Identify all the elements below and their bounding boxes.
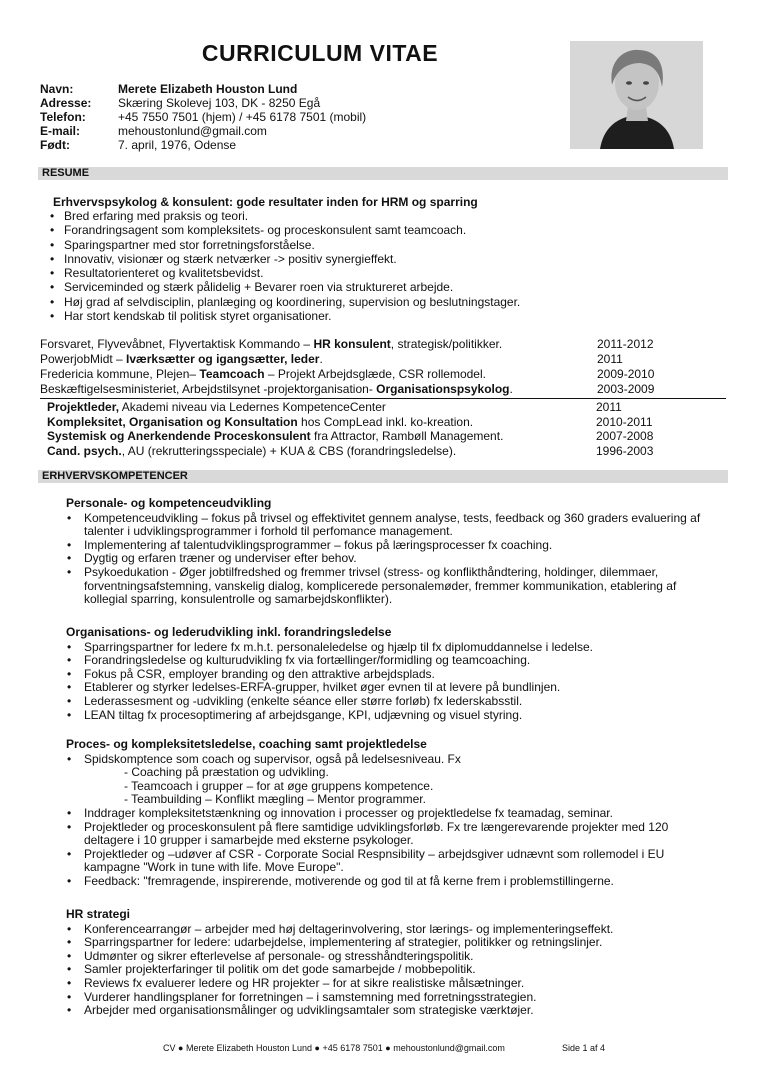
personal-value: Merete Elizabeth Houston Lund — [118, 82, 298, 96]
section-heading-resume: RESUME — [38, 167, 728, 180]
subsection-title: Personale- og kompetenceudvikling — [66, 496, 272, 510]
experience-detail: – Projekt Arbejdsglæde, CSR rollemodel. — [264, 367, 486, 381]
personal-label: Adresse: — [40, 96, 92, 110]
education-row — [47, 415, 653, 430]
experience-row — [40, 337, 654, 352]
experience-org: Fredericia kommune, Plejen– — [40, 367, 200, 381]
experience-years: 2003-2009 — [597, 382, 655, 396]
list-item: • Serviceminded og stærk pålidelig + Bevarer roen via struktureret arbejde. — [48, 280, 708, 294]
personal-value: 7. april, 1976, Odense — [118, 138, 237, 152]
education-years: 1996-2003 — [596, 443, 654, 458]
list-item: • Forandringsagent som kompleksitets- og proceskonsulent samt teamcoach. — [48, 223, 708, 237]
education-row — [47, 429, 653, 444]
list-item — [66, 753, 716, 807]
page-number: Side 1 af 4 — [561, 1043, 605, 1053]
experience-detail: . — [319, 352, 323, 366]
bullet-list — [66, 512, 716, 607]
experience-years: 2011 — [597, 352, 623, 366]
document-title: CURRICULUM VITAE — [201, 40, 439, 66]
list-item: • Samler projekterfaringer til politik om det gode samarbejde / mobbepolitik. — [66, 963, 716, 977]
list-item: • Projektleder og proceskonsulent på flere samtidige udviklingsforløb. Fx tre længerevarende projekter med 120 deltagere i 10 grupper i samarbejde med eksterne psykologer. — [66, 821, 716, 848]
education-detail: Akademi niveau via Ledernes KompetenceCenter — [119, 400, 386, 414]
personal-row-email — [40, 124, 366, 138]
list-item-text: • Spidskomptence som coach og supervisor, også på ledelsesniveau. Fx — [84, 751, 461, 766]
list-item: • Bred erfaring med praksis og teori. — [48, 209, 708, 223]
education-detail: hos CompLead inkl. ko-kreation. — [297, 414, 474, 429]
education-detail: fra Attractor, Rambøll Management. — [310, 429, 504, 443]
list-item: • Vurderer handlingsplaner for forretningen – i samstemning med forretningsstrategien. — [66, 991, 716, 1005]
list-item: • Etablerer og styrker ledelses-ERFA-grupper, hvilket øger evnen til at levere på bundlinjen. — [66, 681, 716, 695]
list-item: • Forandringsledelse og kulturudvikling fx via fortællinger/formidling og teamcoaching. — [66, 654, 716, 668]
education-title: Systemisk og Anerkendende Proceskonsulent — [47, 429, 311, 443]
personal-label: Navn: — [40, 82, 74, 96]
subsection-title: HR strategi — [66, 907, 131, 921]
bullet-list — [66, 753, 716, 889]
experience-detail: , strategisk/politikker. — [390, 337, 503, 351]
summary-bullet-list — [48, 209, 708, 323]
list-item: • Dygtig og erfaren træner og underviser efter behov. — [66, 552, 716, 566]
education-row — [47, 400, 653, 415]
list-item: • Konferencearrangør – arbejder med høj deltagerinvolvering, stor lærings- og implementeringseffekt. — [66, 923, 716, 937]
experience-org: Forsvaret, Flyvevåbnet, Flyvertaktisk Kommando – — [40, 337, 314, 351]
divider — [40, 398, 726, 399]
experience-row — [40, 382, 654, 397]
experience-row — [40, 352, 654, 367]
list-item: • Sparringspartner for ledere: udarbejdelse, implementering af strategier, politikker og retningslinjer. — [66, 936, 716, 950]
list-item: • Arbejder med organisationsmålinger og udviklingsamtaler som strategiske værktøjer. — [66, 1004, 716, 1018]
list-item: • Høj grad af selvdisciplin, planlæging og koordinering, supervision og beslutningstager. — [48, 295, 708, 309]
personal-row-born — [40, 138, 366, 152]
list-item: • LEAN tiltag fx procesoptimering af arbejdsgange, KPI, udjævning og visuel styring. — [66, 709, 716, 723]
experience-years: 2009-2010 — [597, 367, 655, 381]
personal-label: E-mail: — [40, 124, 81, 138]
education-years: 2011 — [596, 400, 622, 414]
list-item: • Kompetenceudvikling – fokus på trivsel og effektivitet gennem analyse, tests, feedback og 360 graders evaluering af talenter i udviklingsprogrammer i forhold til perfomance management. — [66, 512, 716, 539]
list-item: • Projektleder og –udøver af CSR - Corporate Social Respnsibility – arbejdsgiver udnævnt som rollemodel i EU kampagne "Work in tune with life. Move Europe". — [66, 848, 716, 875]
education-years: 2007-2008 — [596, 429, 654, 443]
personal-info — [40, 82, 366, 152]
list-item: • Udmønter og sikrer efterlevelse af personale- og stresshåndteringspolitik. — [66, 950, 716, 964]
personal-value: mehoustonlund@gmail.com — [118, 124, 267, 138]
summary-title: Erhvervspsykolog & konsulent: gode resultater inden for HRM og sparring — [53, 195, 478, 209]
experience-role: Organisationspsykolog — [376, 382, 510, 396]
personal-row-address — [40, 96, 366, 110]
experience-org: Beskæftigelsesministeriet, Arbejdstilsynet -projektorganisation- — [40, 382, 377, 396]
list-item: • Feedback: "fremragende, inspirerende, motiverende og god til at få kerne frem i problemstillingerne. — [66, 875, 716, 889]
education-title: Projektleder, — [47, 400, 120, 414]
experience-role: Iværksætter og igangsætter, leder — [126, 352, 320, 366]
competence-section-personnel — [66, 497, 716, 607]
list-item: • Sparringspartner for ledere fx m.h.t. personaleledelse og hjælp til fx diplomuddannelse i ledelse. — [66, 641, 716, 655]
experience-list — [40, 337, 654, 397]
experience-role: Teamcoach — [199, 367, 265, 381]
personal-row-phone — [40, 110, 366, 124]
education-list — [47, 400, 653, 458]
subsection-title: Organisations- og lederudvikling inkl. forandringsledelse — [66, 625, 392, 639]
education-row — [47, 444, 653, 459]
personal-value: Skæring Skolevej 103, DK - 8250 Egå — [118, 96, 321, 110]
bullet-list — [66, 923, 716, 1018]
list-item: • Har stort kendskab til politisk styret organisationer. — [48, 309, 708, 323]
list-item: • Resultatorienteret og kvalitetsbevidst. — [48, 266, 708, 280]
section-heading-competences: ERHVERVSKOMPETENCER — [38, 470, 728, 483]
personal-label: Telefon: — [40, 110, 86, 124]
experience-detail: . — [509, 382, 513, 396]
profile-photo — [570, 41, 703, 149]
education-title: Kompleksitet, Organisation og Konsultation — [47, 414, 298, 429]
list-item: • Implementering af talentudviklingsprogrammer – fokus på læringsprocesser fx coaching. — [66, 539, 716, 553]
bullet-list — [66, 641, 716, 723]
personal-value: +45 7550 7501 (hjem) / +45 6178 7501 (mobil) — [118, 110, 367, 124]
list-item: • Innovativ, visionær og stærk netværker -> positiv synergieffekt. — [48, 252, 708, 266]
experience-role: HR konsulent — [313, 337, 391, 351]
competence-section-hr-strategy — [66, 908, 716, 1018]
education-detail: , AU (rekrutteringsspeciale) + KUA & CBS (forandringsledelse). — [121, 443, 457, 458]
sub-item: - Teamcoach i grupper – for at øge gruppens kompetence. — [124, 778, 434, 793]
subsection-title: Proces- og kompleksitetsledelse, coaching samt projektledelse — [66, 737, 427, 751]
list-item: • Reviews fx evaluerer ledere og HR projekter – for at sikre realistiske målsætninger. — [66, 977, 716, 991]
education-years: 2010-2011 — [596, 414, 653, 429]
sub-item: - Teambuilding – Konflikt mægling – Mentor programmer. — [124, 792, 426, 807]
competence-section-organisation — [66, 626, 716, 722]
sub-item: - Coaching på præstation og udvikling. — [124, 765, 329, 780]
list-item: • Fokus på CSR, employer branding og den attraktive arbejdsplads. — [66, 668, 716, 682]
experience-org: PowerjobMidt – — [40, 352, 127, 366]
experience-years: 2011-2012 — [597, 337, 654, 351]
page-footer — [0, 1043, 768, 1053]
competence-section-process — [66, 738, 716, 889]
footer-contact: CV ● Merete Elizabeth Houston Lund ● +45 6178 7501 ● mehoustonlund@gmail.com — [163, 1043, 505, 1053]
personal-row-name — [40, 82, 366, 96]
list-item: • Inddrager kompleksitetstænkning og innovation i processer og projektledelse fx teamadag, seminar. — [66, 807, 716, 821]
education-title: Cand. psych. — [47, 443, 122, 458]
list-item: • Psykoedukation - Øger jobtilfredshed og fremmer trivsel (stress- og konflikthåndtering, holdinger, dilemmaer, forventningsafstemning, vanskelig dialog, komplicerede personalemøder, fremmer kommunikation, etablering af kollegial sparring, konsulentrolle og samarbejdskonflikter). — [66, 566, 716, 607]
list-item: • Lederassesment og -udvikling (enkelte séance eller større forløb) fx lederskabsstil. — [66, 695, 716, 709]
personal-label: Født: — [40, 138, 70, 152]
list-item: • Sparingspartner med stor forretningsforståelse. — [48, 238, 708, 252]
experience-row — [40, 367, 654, 382]
